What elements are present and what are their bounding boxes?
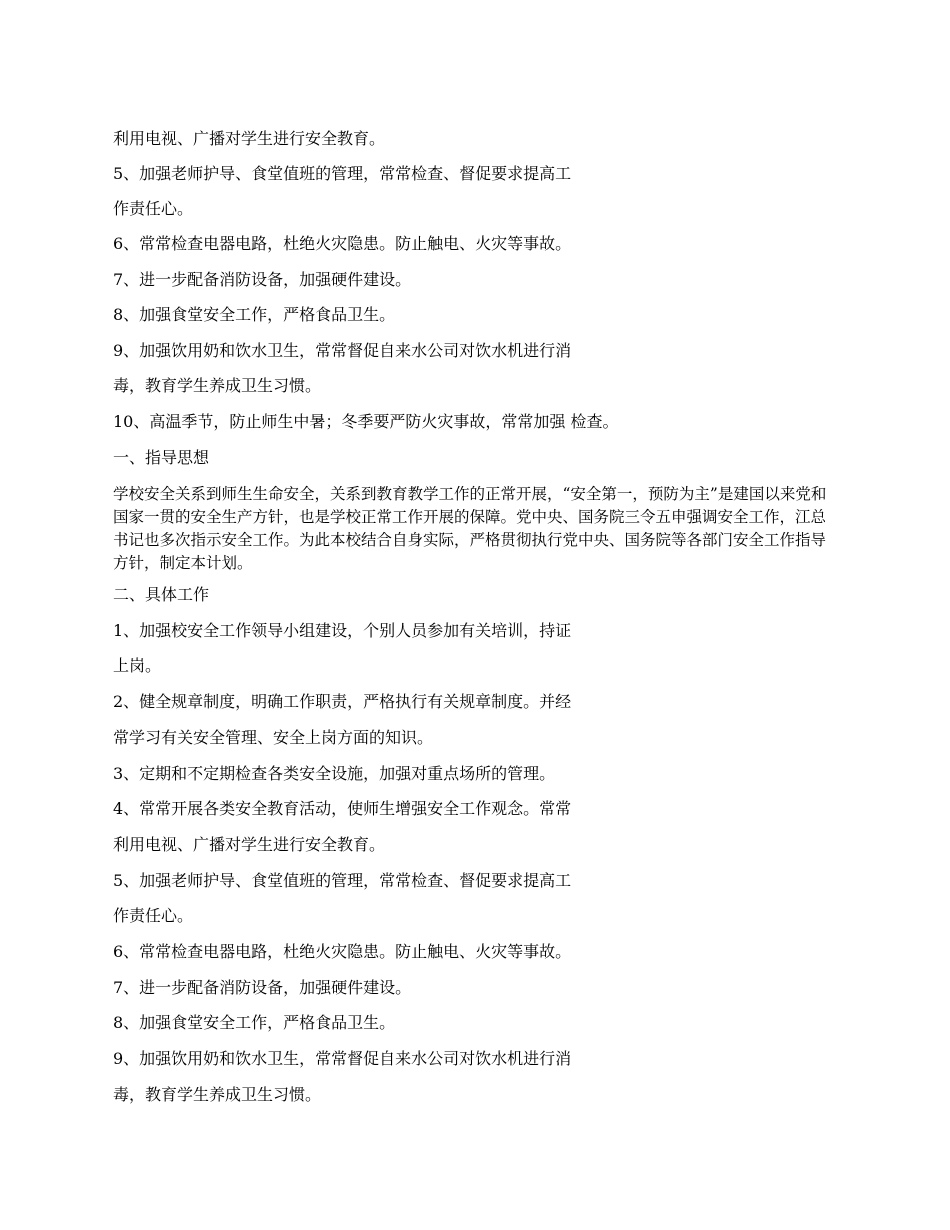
text-line: 利用电视、广播对学生进行安全教育。 xyxy=(113,835,386,854)
text-line: 作责任心。 xyxy=(113,906,194,925)
text-line: 8、加强食堂安全工作，严格食品卫生。 xyxy=(113,305,396,324)
text-line: 9、加强饮用奶和饮水卫生，常常督促自来水公司对饮水机进行消 xyxy=(113,341,572,360)
text-line: 10、高温季节，防止师生中暑；冬季要严防火灾事故，常常加强 检查。 xyxy=(113,412,619,431)
text-line: 1、加强校安全工作领导小组建设，个别人员参加有关培训，持证 xyxy=(113,621,572,640)
text-line: 上岗。 xyxy=(113,656,162,675)
text-line: 2、健全规章制度，明确工作职责，严格执行有关规章制度。并经 xyxy=(113,692,572,711)
text-line: 6、常常检查电器电路，杜绝火灾隐患。防止触电、火灾等事故。 xyxy=(113,234,572,253)
text-line: 作责任心。 xyxy=(113,199,194,218)
text-line: 常学习有关安全管理、安全上岗方面的知识。 xyxy=(113,728,434,747)
text-line: 7、进一步配备消防设备，加强硬件建设。 xyxy=(113,270,412,289)
text-line: 毒，教育学生养成卫生习惯。 xyxy=(113,376,322,395)
text-line: 9、加强饮用奶和饮水卫生，常常督促自来水公司对饮水机进行消 xyxy=(113,1049,572,1068)
section-heading: 一、指导思想 xyxy=(113,448,210,467)
text-line: 6、常常检查电器电路，杜绝火灾隐患。防止触电、火灾等事故。 xyxy=(113,942,572,961)
text-line: 8、加强食堂安全工作，严格食品卫生。 xyxy=(113,1013,396,1032)
text-line: 5、加强老师护导、食堂值班的管理，常常检查、督促要求提高工 xyxy=(113,164,572,183)
text-line: 3、定期和不定期检查各类安全设施，加强对重点场所的管理。 xyxy=(113,764,556,783)
section-heading: 二、具体工作 xyxy=(113,585,210,604)
text-line: 利用电视、广播对学生进行安全教育。 xyxy=(113,129,386,148)
text-line: 毒，教育学生养成卫生习惯。 xyxy=(113,1085,322,1104)
text-line: 4、常常开展各类安全教育活动，使师生增强安全工作观念。常常 xyxy=(113,799,572,818)
guiding-paragraph: 学校安全关系到师生生命安全，关系到教育教学工作的正常开展，“安全第一，预防为主”是建国以来党和国家一贯的安全生产方针，也是学校正常工作开展的保障。党中央、国务院三令五申强调安全工作，江总书记也多次指示安全工作。为此本校结合自身实际，严格贯彻执行党中央、国务院等各部门安全工作指导方针，制定本计划。 xyxy=(113,485,827,572)
text-line: 5、加强老师护导、食堂值班的管理，常常检查、督促要求提高工 xyxy=(113,871,572,890)
text-line: 7、进一步配备消防设备，加强硬件建设。 xyxy=(113,978,412,997)
